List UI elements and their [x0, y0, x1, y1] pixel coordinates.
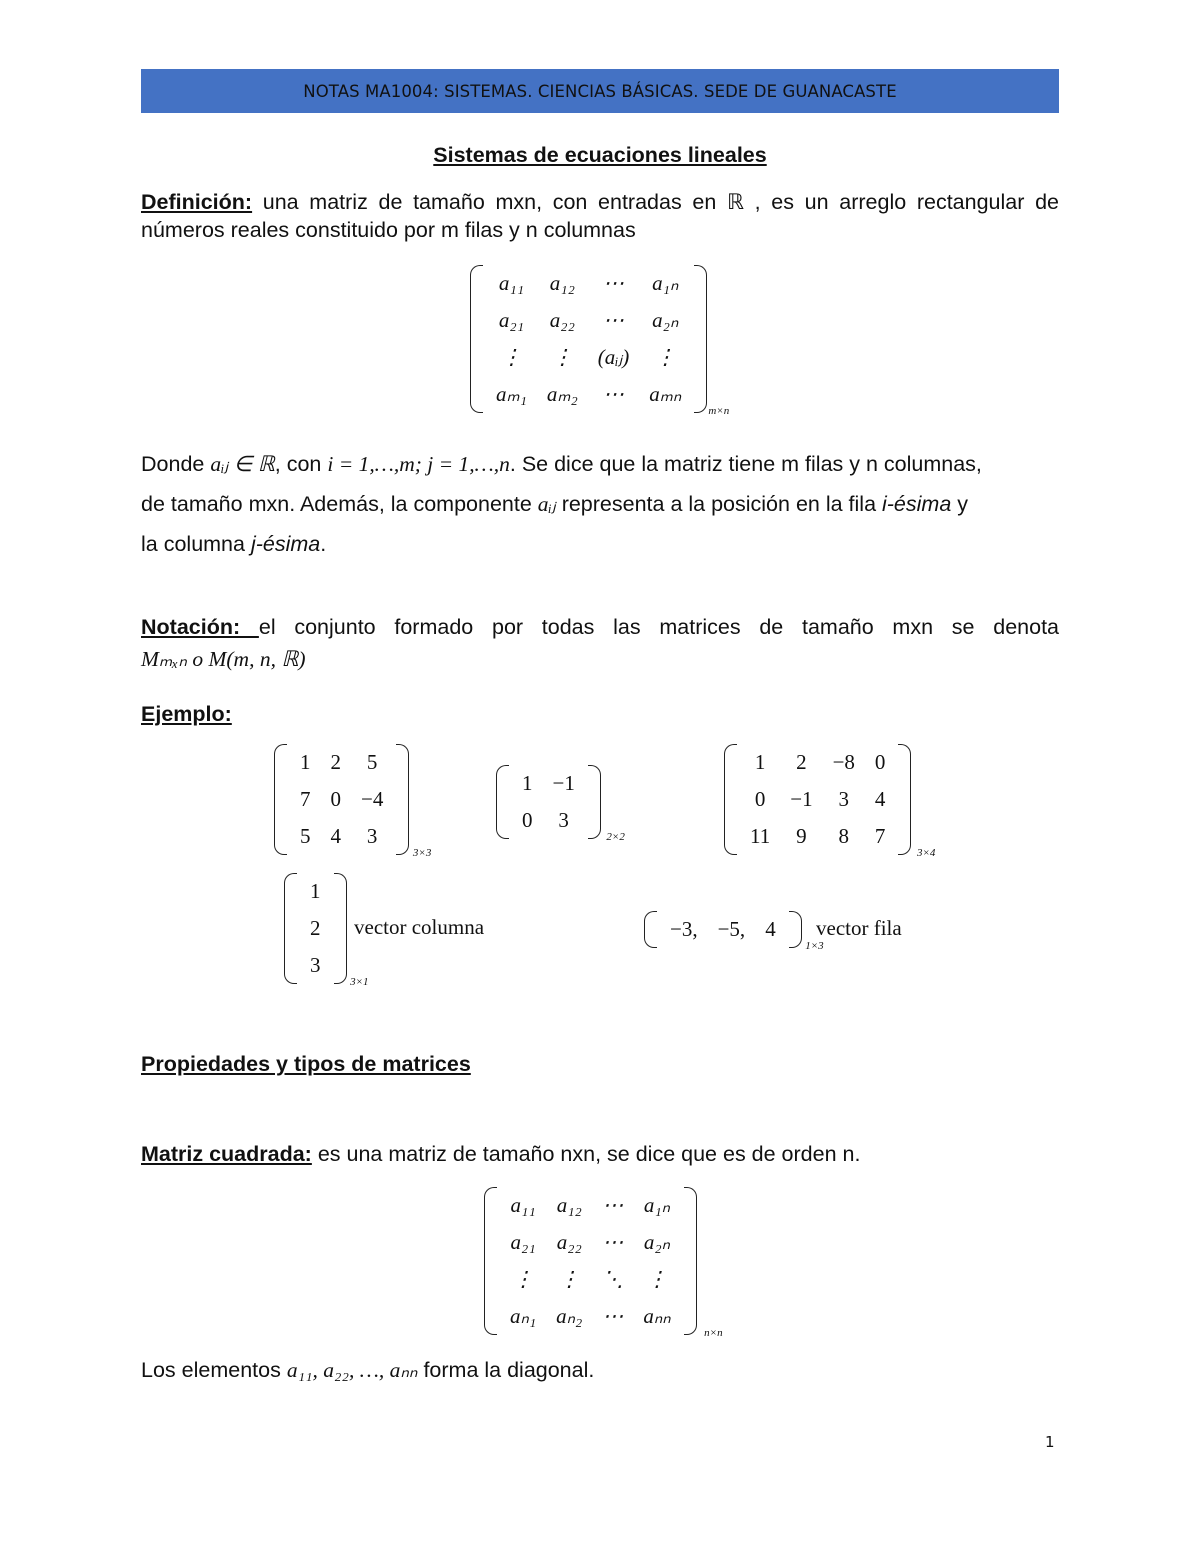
diagonal-text: Los elementos: [141, 1358, 287, 1382]
row-vector-caption: vector fila: [816, 916, 902, 940]
math-aij: aᵢⱼ: [537, 492, 556, 516]
matrix-cell: 0: [522, 808, 533, 832]
matrix-cell: aₘ₂: [546, 382, 578, 406]
matrix-cell: 9: [796, 824, 807, 848]
matrix-cell: ⋮: [500, 345, 522, 369]
donde-text: de tamaño mxn. Además, la componente: [141, 492, 538, 516]
matrix-cell: 4: [330, 824, 341, 848]
donde-text: Donde: [141, 452, 211, 476]
matrix-size: 2×2: [606, 831, 625, 843]
matrix-cell: aₙₙ: [643, 1304, 671, 1328]
matrix-cell: a₁₂: [549, 271, 575, 295]
math-aij-in-r: aᵢⱼ ∈ ℝ: [210, 452, 275, 476]
matrix-cell: −1: [790, 787, 813, 811]
matrix-row: [660, 911, 786, 948]
matrix-row: [290, 781, 393, 818]
matrix-table: [486, 265, 691, 413]
matrix-cell: aₙ₁: [510, 1304, 537, 1328]
matrix-cell: ⋮: [512, 1267, 534, 1291]
matrix-cell: −1: [552, 771, 575, 795]
matrix-cell: 8: [838, 824, 849, 848]
matrix-cell: a₁₂: [556, 1193, 582, 1217]
donde-text: . Se dice que la matriz tiene m filas y n columnas,: [509, 452, 982, 476]
matrix-row: [512, 765, 585, 802]
definition-text-2: números reales constituido por m filas y n columnas: [141, 218, 636, 242]
matrix-cell: 7: [300, 787, 311, 811]
matrix-table: [300, 873, 331, 984]
matrix-cell: ⋯: [603, 308, 625, 332]
matrix-cell: a₁₁: [498, 271, 524, 295]
matrix-cell: ⋮: [646, 1267, 668, 1291]
cuadrada-paragraph: [141, 1140, 1059, 1168]
matrix-cell: ⋯: [602, 1304, 624, 1328]
matrix-cell: 0: [330, 787, 341, 811]
matrix-row: [486, 376, 691, 413]
notacion-paragraph: [141, 611, 1059, 675]
definition-paragraph: [141, 188, 1059, 244]
matrix-cell: (aᵢⱼ): [597, 345, 630, 369]
page-number: 1: [1045, 1433, 1055, 1451]
math-index-range: i = 1,…,m; j = 1,…,n: [327, 452, 510, 476]
matrix-cell: 5: [366, 750, 378, 774]
matrix-row: [300, 873, 331, 910]
matrix-cell: 0: [874, 750, 886, 774]
matrix-cell: ⋯: [602, 1230, 624, 1254]
matrix-cell: a₁₁: [510, 1193, 536, 1217]
matrix-cell: ⋯: [603, 271, 625, 295]
matrix-cell: −3,: [670, 917, 698, 941]
matrix-cell: 11: [750, 824, 771, 848]
ejemplo-label: Ejemplo:: [141, 702, 232, 726]
matrix-cell: 1: [300, 750, 311, 774]
example-row-vector: [644, 911, 824, 952]
matrix-cell: a₂ₙ: [643, 1230, 671, 1254]
matrix-cell: ⋮: [558, 1267, 580, 1291]
matrix-row: [486, 265, 691, 302]
matrix-row: [740, 744, 895, 781]
cuadrada-label: Matriz cuadrada:: [141, 1142, 312, 1166]
matrix-size: 3×4: [916, 847, 936, 859]
matrix-row: [500, 1187, 681, 1224]
matrix-size: 3×1: [350, 976, 369, 988]
matrix-row: [300, 910, 331, 947]
notacion-label: Notación:: [141, 615, 259, 639]
donde-text: .: [320, 532, 327, 556]
page-title: Sistemas de ecuaciones lineales: [433, 143, 767, 167]
matrix-row: [740, 781, 895, 818]
donde-paragraph: [141, 444, 1059, 564]
matrix-row: [486, 339, 691, 376]
matrix-row: [300, 947, 331, 984]
header-text: NOTAS MA1004: SISTEMAS. CIENCIAS BÁSICAS. SEDE DE GUANACASTE: [303, 81, 897, 101]
math-diagonal: a₁₁, a₂₂, …, aₙₙ: [286, 1358, 418, 1382]
matrix-size: 1×3: [805, 940, 824, 952]
matrix-cell: a₂₂: [556, 1230, 582, 1254]
matrix-table: [740, 744, 895, 855]
matrix-size: n×n: [704, 1327, 723, 1339]
matrix-table: [290, 744, 393, 855]
matrix-cell: 3: [558, 808, 569, 832]
definition-text-1: una matriz de tamaño mxn, con entradas en ℝ , es un arreglo rectangular de: [252, 190, 1059, 214]
matrix-cell: a₂ₙ: [652, 308, 679, 332]
matrix-row: [486, 302, 691, 339]
matrix-cell: aₘ₁: [496, 382, 527, 406]
matrix-cell: 1: [310, 879, 321, 903]
matrix-cell: ⋮: [551, 345, 573, 369]
matrix-cell: 7: [874, 824, 886, 848]
matrix-row: [512, 802, 585, 839]
matrix-row: [290, 818, 393, 855]
propiedades-heading: Propiedades y tipos de matrices: [141, 1052, 471, 1076]
matrix-cell: 2: [330, 750, 341, 774]
matrix-row: [500, 1298, 681, 1335]
notacion-text: el conjunto formado por todas las matrices de tamaño mxn se denota: [258, 615, 1059, 639]
matrix-cell: 2: [310, 916, 321, 940]
matrix-cell: 3: [310, 953, 321, 977]
column-vector-caption: vector columna: [354, 915, 485, 939]
matrix-cell: a₁ₙ: [643, 1193, 671, 1217]
donde-italic: j-ésima: [250, 532, 321, 556]
general-matrix: [470, 265, 730, 417]
matrix-cell: 5: [300, 824, 311, 848]
example-column-vector: [284, 873, 369, 988]
cuadrada-text: es una matriz de tamaño nxn, se dice que es de orden n.: [311, 1142, 861, 1166]
matrix-cell: −4: [361, 787, 384, 811]
matrix-cell: 0: [754, 787, 766, 811]
matrix-cell: aₙ₂: [556, 1304, 583, 1328]
example-matrix-3x3: [274, 744, 432, 859]
matrix-cell: 3: [366, 824, 378, 848]
matrix-table: [512, 765, 585, 839]
matrix-cell: 3: [838, 787, 849, 811]
matrix-cell: 2: [796, 750, 807, 774]
definition-label: Definición:: [141, 190, 253, 214]
matrix-table: [660, 911, 786, 948]
matrix-cell: −8: [832, 750, 855, 774]
square-matrix: [484, 1187, 723, 1339]
diagonal-text: forma la diagonal.: [417, 1358, 595, 1382]
matrix-row: [290, 744, 393, 781]
matrix-cell: aₘₙ: [649, 382, 682, 406]
matrix-cell: 1: [754, 750, 766, 774]
matrix-cell: 4: [874, 787, 886, 811]
matrix-size: m×n: [708, 405, 730, 417]
matrix-cell: a₂₁: [498, 308, 524, 332]
matrix-cell: ⋱: [602, 1267, 624, 1291]
example-matrix-3x4: [724, 744, 936, 859]
donde-text: y: [951, 492, 969, 516]
donde-text: , con: [274, 452, 328, 476]
matrix-cell: ⋯: [603, 382, 625, 406]
matrix-cell: a₂₁: [510, 1230, 536, 1254]
donde-text: representa a la posición en la fila: [555, 492, 882, 516]
matrix-cell: −5,: [717, 917, 746, 941]
matrix-cell: 4: [765, 917, 776, 941]
donde-italic: i-ésima: [882, 492, 952, 516]
notacion-math: Mₘₓₙ o M(m, n, ℝ): [141, 647, 306, 671]
matrix-cell: ⋯: [602, 1193, 624, 1217]
matrix-cell: a₁ₙ: [652, 271, 679, 295]
matrix-size: 3×3: [412, 847, 432, 859]
matrix-row: [500, 1261, 681, 1298]
matrix-table: [500, 1187, 681, 1335]
example-matrix-2x2: [496, 765, 625, 843]
matrix-row: [740, 818, 895, 855]
header-banner: [141, 69, 1059, 113]
matrix-row: [500, 1224, 681, 1261]
diagonal-paragraph: [141, 1356, 1059, 1384]
donde-text: la columna: [141, 532, 251, 556]
matrix-cell: ⋮: [654, 345, 676, 369]
matrix-cell: 1: [522, 771, 533, 795]
matrix-cell: a₂₂: [549, 308, 575, 332]
